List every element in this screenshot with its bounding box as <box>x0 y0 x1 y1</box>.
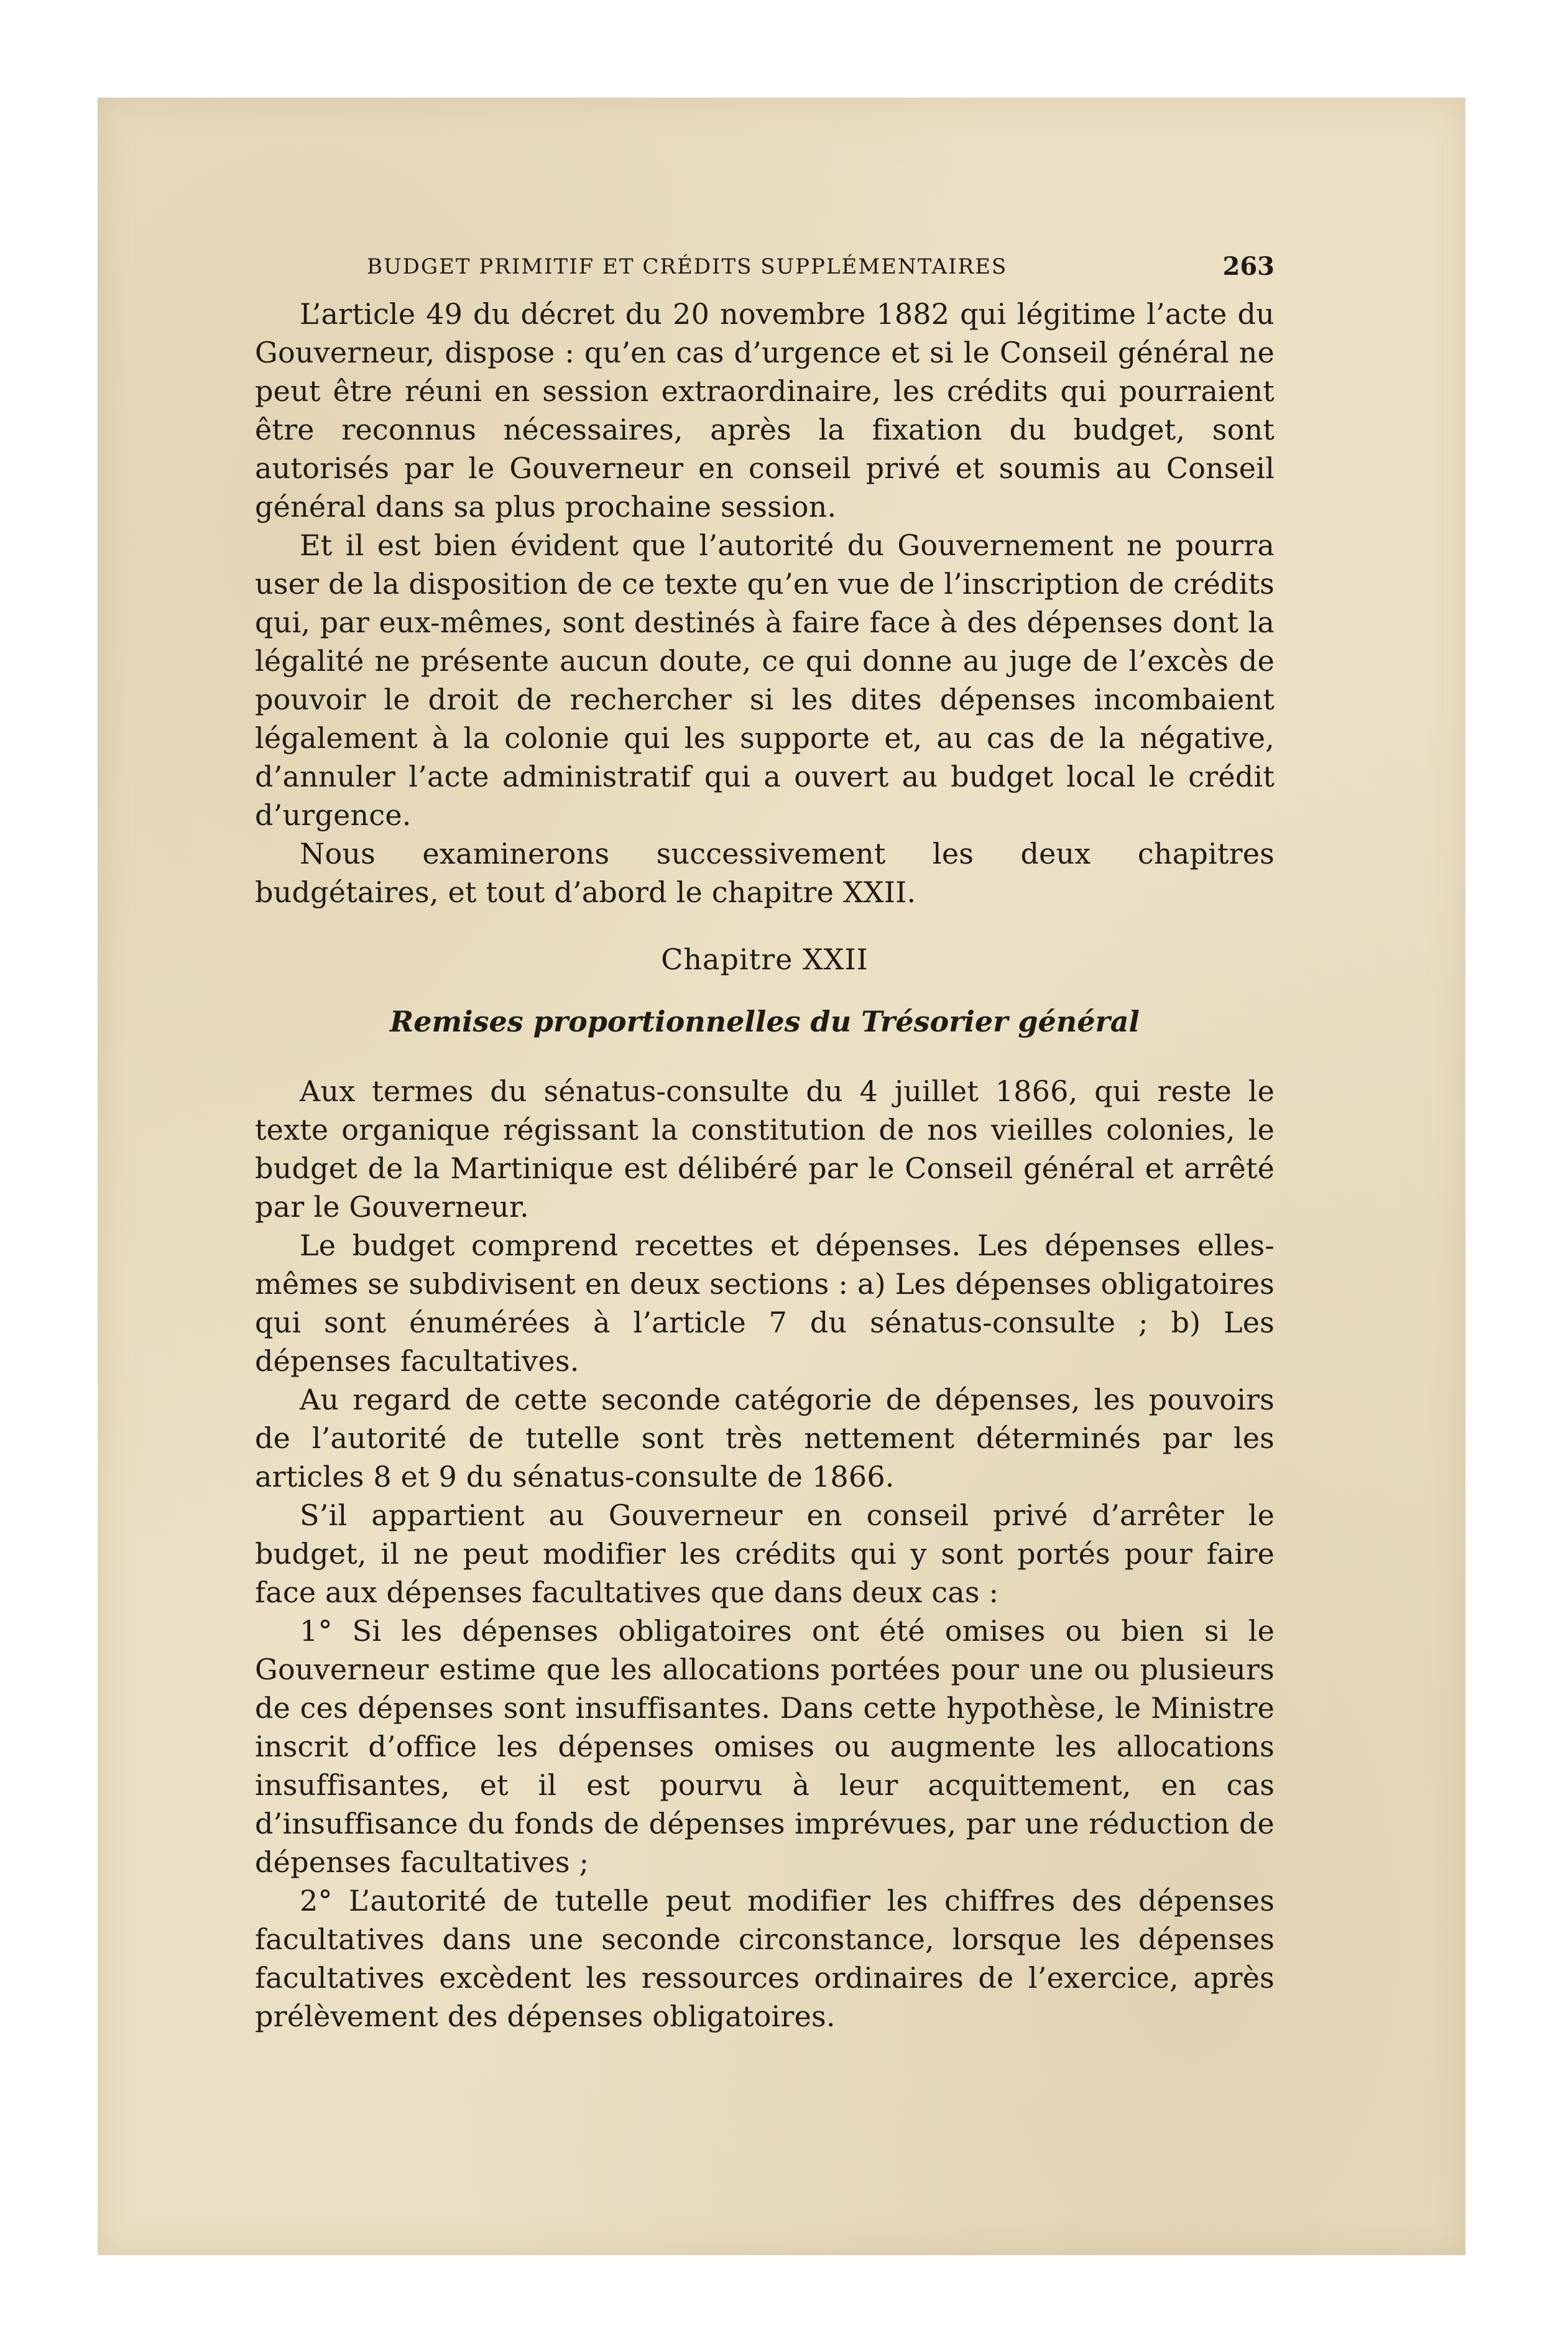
paragraph: L’article 49 du décret du 20 novembre 1882 qui légitime l’acte du Gouverneur, dispose : qu’en cas d’urgence et si le Conseil général ne peut être réuni en session extraordinaire, les crédits qui pourraient être reconnus nécessaires, après la fixation du budget, sont autorisés par le Gouverneur en conseil privé et soumis au Conseil général dans sa plus prochaine session. <box>255 297 1275 524</box>
paragraph: Au regard de cette seconde catégorie de dépenses, les pouvoirs de l’autorité de tutelle sont très nettement déterminés par les articles 8 et 9 du sénatus-consulte de 1866. <box>255 1383 1275 1493</box>
paragraph: Et il est bien évident que l’autorité du Gouvernement ne pourra user de la disposition de ce texte qu’en vue de l’inscription de crédits qui, par eux-mêmes, sont destinés à faire face à des dépenses dont la légalité ne présente aucun doute, ce qui donne au juge de l’excès de pouvoir le droit de rechercher si les dites dépenses incombaient légalement à la colonie qui les supporte et, au cas de la négative, d’annuler l’acte administratif qui a ouvert au budget local le crédit d’urgence. <box>255 528 1275 832</box>
paragraph: Aux termes du sénatus-consulte du 4 juillet 1866, qui reste le texte organique régissant la constitution de nos vieilles colonies, le budget de la Martinique est délibéré par le Conseil général et arrêté par le Gouverneur. <box>255 1074 1275 1224</box>
running-title: BUDGET PRIMITIF ET CRÉDITS SUPPLÉMENTAIRES <box>367 254 1008 279</box>
chapter-title: Chapitre XXII <box>661 943 869 976</box>
paragraph: 2° L’autorité de tutelle peut modifier les chiffres des dépenses facultatives dans une seconde circonstance, lorsque les dépenses facultatives excèdent les ressources ordinaires de l’exercice, après prélèvement des dépenses obligatoires. <box>255 1884 1275 2033</box>
page-number: 263 <box>1222 252 1275 281</box>
page-content <box>255 251 1275 2036</box>
paragraph: Nous examinerons successivement les deux chapitres budgétaires, et tout d’abord le chapitre XXII. <box>255 837 1275 909</box>
book-page <box>98 98 1465 2255</box>
running-head <box>255 251 1275 295</box>
paragraph: 1° Si les dépenses obligatoires ont été omises ou bien si le Gouverneur estime que les allocations portées pour une ou plusieurs de ces dépenses sont insuffisantes. Dans cette hypothèse, le Ministre inscrit d’office les dépenses omises ou augmente les allocations insuffisantes, et il est pourvu à leur acquittement, en cas d’insuffisance du fonds de dépenses imprévues, par une réduction de dépenses facultatives ; <box>255 1614 1275 1879</box>
paragraph: S’il appartient au Gouverneur en conseil privé d’arrêter le budget, il ne peut modifier les crédits qui y sont portés pour faire face aux dépenses facultatives que dans deux cas : <box>255 1498 1275 1609</box>
paragraph: Le budget comprend recettes et dépenses. Les dépenses elles-mêmes se subdivisent en deux sections : a) Les dépenses obligatoires qui sont énumérées à l’article 7 du sénatus-consulte ; b) Les dépenses facultatives. <box>255 1229 1275 1378</box>
chapter-subtitle: Remises proportionnelles du Trésorier général <box>389 1005 1140 1038</box>
